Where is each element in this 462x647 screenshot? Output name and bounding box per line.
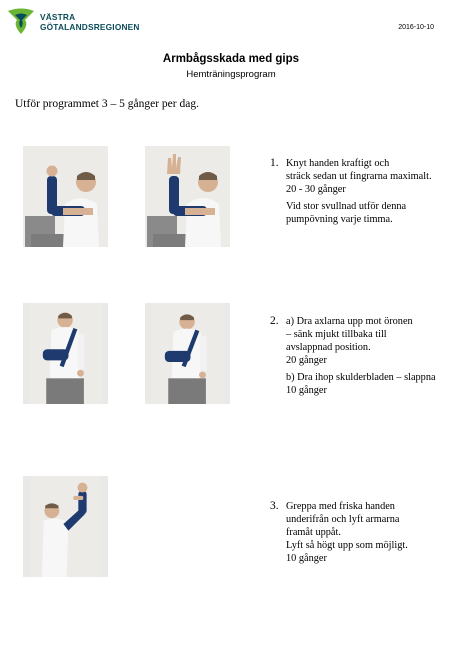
exercise-1-line: sträck sedan ut fingrarna maximalt. — [286, 171, 432, 182]
document-date: 2016-10-10 — [398, 24, 434, 31]
exercise-2-instructions — [270, 315, 462, 397]
organization-name-line1: VÄSTRA — [40, 12, 76, 22]
exercise-2-line: avslappnad position. — [286, 342, 371, 353]
organization-name — [40, 12, 140, 32]
exercise-2-part-b: 10 gånger — [286, 385, 327, 396]
exercise-2-photo-shoulder-blades — [145, 303, 230, 404]
exercise-1-photo-open-hand — [145, 146, 230, 247]
exercise-2-line: a) Dra axlarna upp mot öronen — [286, 316, 413, 327]
exercise-3-instructions — [270, 500, 462, 565]
exercise-2-line: 20 gånger — [286, 355, 327, 366]
exercise-3-line: framåt uppåt. — [286, 527, 341, 538]
exercise-3-line: Lyft så högt upp som möjligt. — [286, 540, 408, 551]
exercise-3-number: 3. — [270, 500, 279, 512]
exercise-2-photo-shrug — [23, 303, 108, 404]
exercise-1-note: Vid stor svullnad utför denna — [286, 201, 407, 212]
exercise-2-part-b: b) Dra ihop skulderbladen – slappna — [286, 372, 436, 383]
exercise-2-number: 2. — [270, 315, 279, 327]
intro-text: Utför programmet 3 – 5 gånger per dag. — [15, 98, 199, 110]
organization-logo — [6, 6, 146, 40]
exercise-1-number: 1. — [270, 157, 279, 169]
exercise-3-line: Greppa med friska handen — [286, 501, 395, 512]
exercise-3-line: 10 gånger — [286, 553, 327, 564]
exercise-1-line: Knyt handen kraftigt och — [286, 158, 390, 169]
exercise-3-line: underifrån och lyft armarna — [286, 514, 400, 525]
exercise-2-line: – sänk mjukt tillbaka till — [286, 329, 387, 340]
exercise-3-photo-arm-raise — [23, 476, 108, 577]
exercise-1-note: pumpövning varje timma. — [286, 214, 393, 225]
document-subtitle: Hemträningsprogram — [186, 69, 276, 80]
exercise-1-instructions — [270, 157, 462, 226]
exercise-1-photo-fist — [23, 146, 108, 247]
organization-name-line2: GÖTALANDSREGIONEN — [40, 22, 140, 32]
exercise-1-line: 20 - 30 gånger — [286, 184, 346, 195]
document-title: Armbågsskada med gips — [162, 53, 300, 65]
logo-mark-icon — [6, 6, 36, 36]
